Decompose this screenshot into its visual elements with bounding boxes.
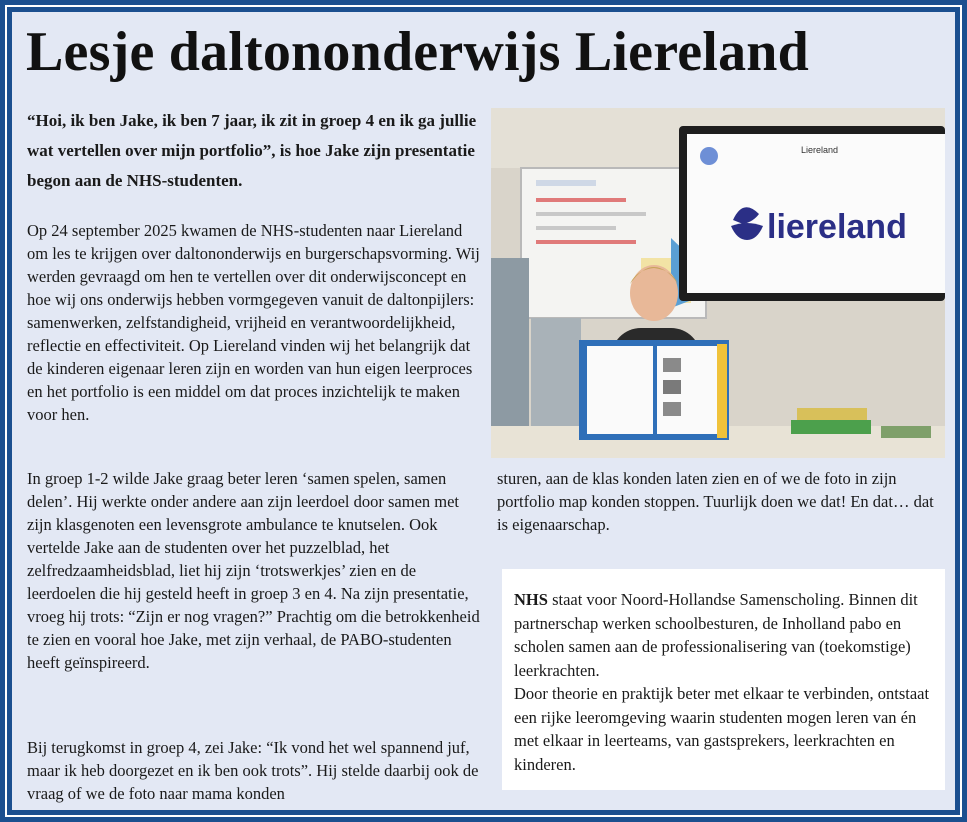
info-text-1-body: staat voor Noord-Hollandse Samenscholing. Binnen dit partnerschap werken schoolbesturen, de Inholland pabo en scholen samen aan de professionalisering van (toekomstige) leerkrachten. — [514, 590, 918, 680]
info-text-2: Door theorie en praktijk beter met elkaar te verbinden, ontstaat een rijke leeromgeving waarin studenten mogen leren van én met elkaar in leerteams, van gastsprekers, leerkrachten en kinderen. — [514, 684, 930, 774]
article-title: Lesje daltononderwijs Liereland — [26, 21, 809, 83]
classroom-photo — [491, 108, 945, 458]
cabinet — [491, 258, 529, 438]
paragraph-1: Op 24 september 2025 kwamen de NHS-studenten naar Liereland om les te krijgen over daltononderwijs en burgerschapsvorming. Wij werden gevraagd om hen te vertellen over dit onderwijsconcept en hoe wij ons onderwijs hebben vormgegeven vanuit de daltonpijlers: samenwerken, zelfstandigheid, vrijheid en verantwoordelijkheid, reflectie en effectiviteit. Op Liereland vinden wij het belangrijk dat de kinderen eigenaar leren zijn en worden van hun eigen leerproces en het portfolio is een middel om dat proces inzichtelijk te maken voor hen. — [27, 221, 480, 424]
boy-face — [630, 265, 678, 321]
article-lead: “Hoi, ik ben Jake, ik ben 7 jaar, ik zit in groep 4 en ik ga jullie wat vertellen over mijn portfolio”, is hoe Jake zijn presentatie begon aan de NHS-studenten. — [27, 111, 477, 190]
whiteboard-line — [536, 226, 616, 230]
classroom-illustration — [491, 108, 945, 458]
info-text-1 — [514, 588, 933, 682]
paragraph-2: In groep 1-2 wilde Jake graag beter leren ‘samen spelen, samen delen’. Hij werkte onder andere aan zijn leerdoel door samen met zijn klasgenoten een levensgrote ambulance te knutselen. Ook vertelde Jake aan de studenten over het puzzelblad, het zelfredzaamheidsblad, liet hij zijn ‘trotswerkjes’ zien en de leerdoelen die hij gesteld heeft in groep 3 en 4. Na zijn presentatie, vroeg hij trots: “Zijn er nog vragen?” Prachtig om die betrokkenheid te zien en vooral hoe Jake, met zijn verhaal, de PABO-studenten heeft geïnspireerd. — [27, 469, 480, 672]
screen-corner-logo — [700, 147, 718, 165]
whiteboard-note — [536, 180, 596, 186]
book — [791, 420, 871, 434]
whiteboard-line — [536, 198, 626, 202]
whiteboard-line — [536, 212, 646, 216]
drawer-unit — [531, 318, 581, 438]
info-bold-term: NHS — [514, 590, 548, 609]
binder-page-left — [587, 346, 653, 434]
book — [881, 426, 931, 438]
paragraph-3: Bij terugkomst in groep 4, zei Jake: “Ik vond het wel spannend juf, maar ik heb doorgezet en ik ben ook trots”. Hij stelde daarbij ook de vraag of we de foto naar mama konden — [27, 738, 479, 803]
binder-photo — [663, 402, 681, 416]
binder-photo — [663, 358, 681, 372]
binder-photo — [663, 380, 681, 394]
whiteboard-line — [536, 240, 636, 244]
screen-small-label: Liereland — [801, 145, 839, 155]
paragraph-4: sturen, aan de klas konden laten zien en of we de foto in zijn portfolio map konden stoppen. Tuurlijk doen we dat! En dat… dat is eigenaarschap. — [497, 469, 934, 534]
book — [797, 408, 867, 420]
screen-logo-text: liereland — [767, 208, 907, 246]
article-panel — [7, 7, 960, 815]
frame-inner — [5, 5, 962, 817]
binder-tab — [717, 344, 727, 438]
nhs-info-box — [502, 569, 945, 790]
